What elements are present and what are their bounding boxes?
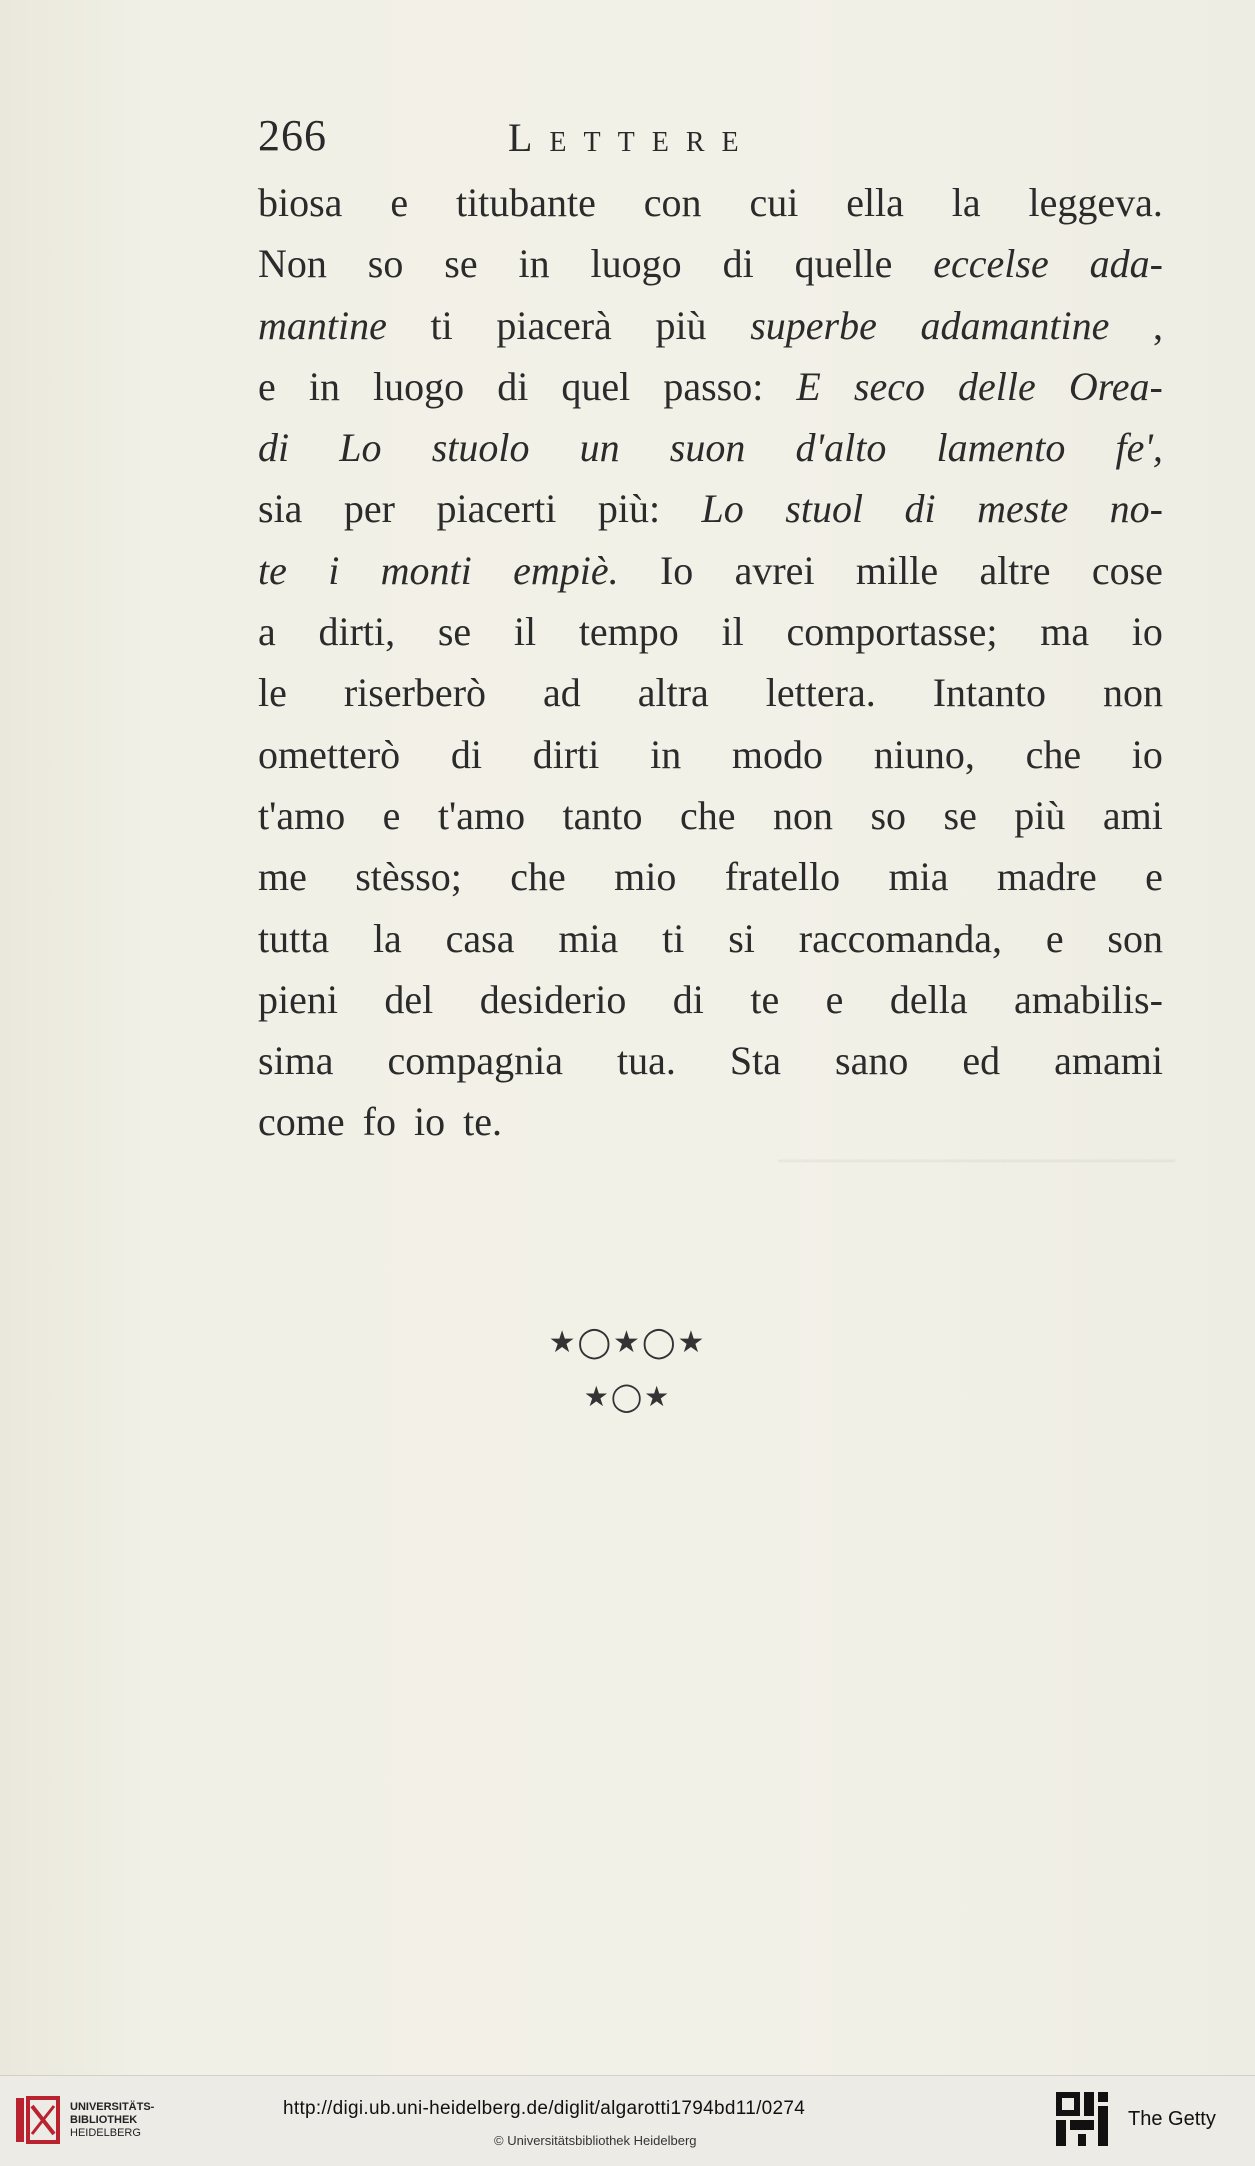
word: te xyxy=(750,976,780,1022)
word: tutta xyxy=(258,915,330,961)
word: il xyxy=(513,609,537,655)
text-line xyxy=(258,1091,1163,1152)
word: e xyxy=(390,180,409,225)
word: con xyxy=(643,180,702,225)
word: il xyxy=(721,609,744,655)
word: ed xyxy=(962,1038,1001,1084)
word: son xyxy=(1107,915,1163,961)
word: t'amo xyxy=(258,792,346,838)
word: mia xyxy=(558,915,619,961)
word: tempo xyxy=(578,609,679,655)
word: modo xyxy=(731,731,824,777)
word: dirti xyxy=(532,731,600,777)
word: sia xyxy=(258,486,303,532)
word: quel xyxy=(561,363,631,409)
word: meste xyxy=(977,486,1069,532)
word: dirti, xyxy=(318,609,396,655)
word: mantine xyxy=(258,302,387,348)
word: non xyxy=(772,792,833,838)
word: e xyxy=(382,792,401,838)
text-line xyxy=(258,417,1163,478)
word: più: xyxy=(597,486,661,532)
partner-logo[interactable] xyxy=(1054,2090,1216,2148)
word: d'alto xyxy=(795,425,887,471)
page-header xyxy=(258,110,1178,170)
word: mia xyxy=(888,854,949,900)
word: biosa xyxy=(258,180,343,225)
ornament-divider-bottom: ★◯★ xyxy=(583,1380,672,1413)
word: in xyxy=(650,731,682,777)
word: per xyxy=(343,486,395,532)
word: stuolo xyxy=(431,425,530,471)
word: e xyxy=(1145,854,1163,900)
word: ometterò xyxy=(258,731,401,777)
word: lettera. xyxy=(765,670,876,716)
library-logo[interactable] xyxy=(14,2094,154,2146)
word: Intanto xyxy=(932,670,1047,716)
word: e xyxy=(258,363,276,409)
word: t'amo xyxy=(437,792,526,838)
word: che xyxy=(1025,731,1082,777)
word: desiderio xyxy=(479,976,627,1022)
word: e xyxy=(1045,915,1064,961)
word: niuno, xyxy=(873,731,975,777)
word: io xyxy=(413,1099,446,1145)
ub-heidelberg-logo-icon xyxy=(14,2094,60,2146)
word: fe', xyxy=(1115,425,1163,471)
word: tua. xyxy=(617,1038,676,1084)
word: cui xyxy=(749,180,799,225)
word: monti xyxy=(380,547,472,593)
word: amabilis- xyxy=(1014,976,1163,1022)
word: suon xyxy=(669,425,746,471)
page-number: 266 xyxy=(258,111,327,160)
text-line xyxy=(258,662,1163,723)
word: Non xyxy=(258,241,327,287)
library-name-line3: HEIDELBERG xyxy=(70,2126,141,2139)
word: me xyxy=(258,854,307,900)
bleed-through-text: ────────────── xyxy=(778,1137,1175,1182)
word: più xyxy=(655,302,707,348)
word: comportasse; xyxy=(786,609,998,655)
permalink-url[interactable]: http://digi.ub.uni-heidelberg.de/diglit/algarotti1794bd11/0274 xyxy=(283,2098,806,2119)
word: piacerà xyxy=(496,302,612,348)
library-name xyxy=(70,2101,154,2140)
word: leggeva. xyxy=(1028,180,1163,225)
word: seco xyxy=(853,363,925,409)
word: mio xyxy=(614,854,677,900)
partner-name: The Getty xyxy=(1128,2107,1216,2130)
word: ma xyxy=(1040,609,1090,655)
word: di xyxy=(497,363,529,409)
text-line xyxy=(258,1030,1163,1091)
word: Lo xyxy=(701,486,744,532)
word: altre xyxy=(979,547,1051,593)
word: se xyxy=(943,792,977,838)
text-line xyxy=(258,908,1163,969)
word: casa xyxy=(445,915,515,961)
word: stèsso; xyxy=(355,854,462,900)
text-line xyxy=(258,172,1163,233)
word: tanto xyxy=(562,792,643,838)
text-line xyxy=(258,969,1163,1030)
word: la xyxy=(372,915,402,961)
word: amami xyxy=(1054,1038,1163,1084)
word: le xyxy=(258,670,287,716)
word: se xyxy=(444,241,478,287)
copyright-notice: © Universitätsbibliothek Heidelberg xyxy=(494,2133,697,2148)
word: Orea- xyxy=(1068,363,1163,409)
word: più xyxy=(1014,792,1066,838)
word: i xyxy=(328,547,340,593)
word: so xyxy=(870,792,907,838)
word: di xyxy=(258,425,290,471)
word: sano xyxy=(835,1038,909,1084)
ornament-divider-top: ★◯★◯★ xyxy=(548,1325,707,1360)
word: so xyxy=(367,241,404,287)
word: cose xyxy=(1091,547,1163,593)
word: del xyxy=(384,976,434,1022)
word: sima xyxy=(258,1038,334,1084)
text-line xyxy=(258,540,1163,601)
word: luogo xyxy=(373,363,465,409)
word: quelle xyxy=(794,241,893,287)
word: ad xyxy=(543,670,581,716)
word: empiè. xyxy=(513,547,619,593)
word: fo xyxy=(362,1099,396,1145)
word: ada- xyxy=(1089,241,1163,287)
text-line xyxy=(258,478,1163,539)
word: della xyxy=(889,976,968,1022)
text-line xyxy=(258,846,1163,907)
text-line xyxy=(258,724,1163,785)
word: compagnia xyxy=(387,1038,564,1084)
word: di xyxy=(722,241,754,287)
word: ti xyxy=(430,302,453,348)
word: fratello xyxy=(724,854,841,900)
word: che xyxy=(510,854,566,900)
word: no- xyxy=(1109,486,1163,532)
word: ami xyxy=(1102,792,1163,838)
word: adamantine xyxy=(920,302,1110,348)
word: io xyxy=(1131,731,1163,777)
word: superbe xyxy=(750,302,877,348)
getty-logo-icon xyxy=(1054,2090,1110,2148)
text-line xyxy=(258,601,1163,662)
word: in xyxy=(308,363,340,409)
word: passo: xyxy=(663,363,764,409)
running-head: Lettere xyxy=(508,115,756,160)
word: io xyxy=(1131,609,1163,655)
word: la xyxy=(951,180,981,225)
word: , xyxy=(1152,302,1163,348)
word: che xyxy=(680,792,736,838)
word: riserberò xyxy=(343,670,487,716)
word: madre xyxy=(996,854,1097,900)
word: non xyxy=(1103,670,1163,716)
word: stuol xyxy=(785,486,864,532)
word: eccelse xyxy=(933,241,1049,287)
text-line xyxy=(258,295,1163,356)
word: a xyxy=(258,609,276,655)
word: Io xyxy=(659,547,694,593)
text-line xyxy=(258,356,1163,417)
text-line xyxy=(258,233,1163,294)
word: raccomanda, xyxy=(798,915,1002,961)
viewer-footer xyxy=(0,2075,1255,2166)
word: in xyxy=(518,241,550,287)
word: si xyxy=(728,915,755,961)
word: te. xyxy=(463,1099,502,1145)
word: pieni xyxy=(258,976,338,1022)
word: un xyxy=(579,425,620,471)
word: mille xyxy=(855,547,939,593)
word: come xyxy=(258,1099,345,1145)
word: se xyxy=(437,609,472,655)
word: di xyxy=(904,486,936,532)
word: E xyxy=(796,363,821,409)
word: ella xyxy=(846,180,904,225)
word: lamento xyxy=(936,425,1066,471)
word: ti xyxy=(662,915,685,961)
letter-body-text xyxy=(258,172,1163,1153)
word: altra xyxy=(637,670,709,716)
word: te xyxy=(258,547,287,593)
word: titubante xyxy=(455,180,596,225)
library-name-line1: UNIVERSITÄTS- xyxy=(70,2100,155,2113)
word: e xyxy=(825,976,844,1022)
text-line xyxy=(258,785,1163,846)
word: luogo xyxy=(590,241,682,287)
library-name-line2: BIBLIOTHEK xyxy=(70,2113,138,2126)
word: di xyxy=(450,731,482,777)
word: Lo xyxy=(339,425,382,471)
word: delle xyxy=(958,363,1036,409)
word: avrei xyxy=(734,547,815,593)
word: di xyxy=(672,976,704,1022)
word: piacerti xyxy=(436,486,557,532)
word: Sta xyxy=(729,1038,782,1084)
